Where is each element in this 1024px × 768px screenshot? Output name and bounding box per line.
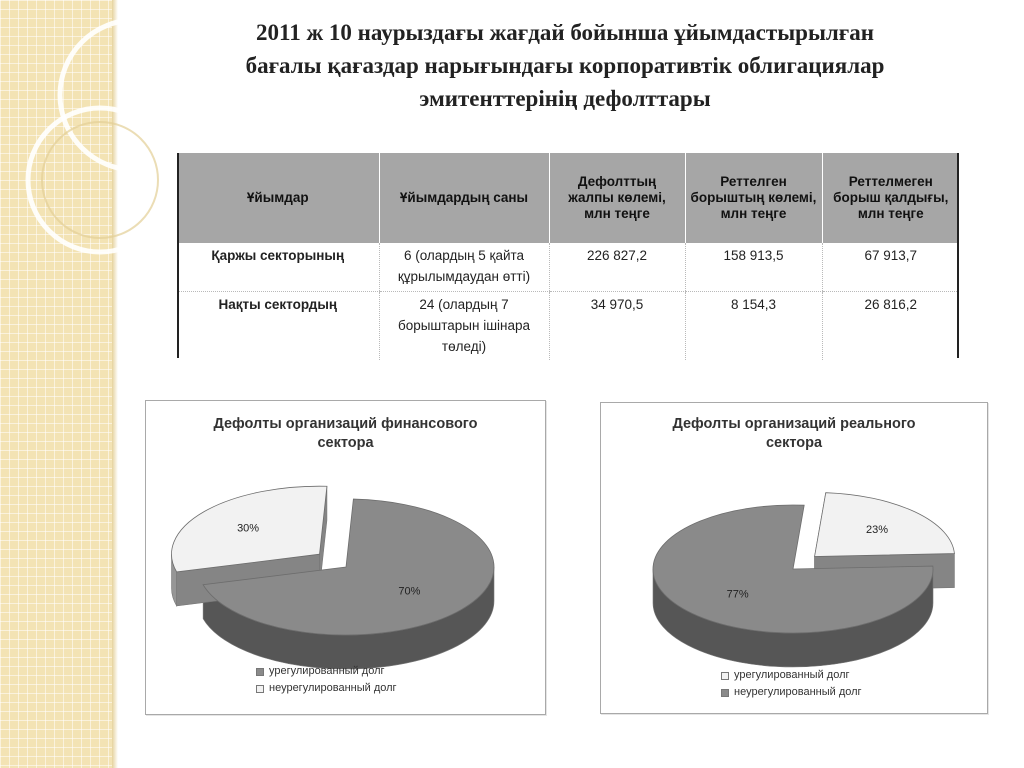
pie-data-label: 70% [398, 585, 421, 598]
chart-legend [721, 667, 862, 701]
legend-item [721, 684, 862, 701]
legend-label: неурегулированный долг [269, 682, 397, 694]
table-cell: 158 913,5 [685, 243, 822, 292]
table-row [177, 292, 959, 361]
legend-label: неурегулированный долг [734, 686, 862, 698]
chart-title-line-2: сектора [765, 435, 823, 451]
table-row [177, 243, 959, 292]
legend-item [256, 663, 397, 680]
chart-title [601, 415, 987, 453]
legend-swatch [256, 668, 264, 676]
chart-title [146, 415, 545, 453]
header-count: Ұйымдардың саны [379, 153, 549, 243]
table-cell: 24 (олардың 7 борыштарын ішінара төледі) [379, 292, 549, 361]
pie-plot-area [601, 457, 987, 697]
title-line-1: 2011 ж 10 наурыздағы жағдай бойынша ұйымдастырылған [255, 20, 874, 45]
table-left-border [177, 153, 179, 358]
legend-label: урегулированный долг [269, 665, 385, 677]
table-header-row [177, 153, 959, 243]
table-cell: Нақты сектордың [218, 297, 338, 312]
pie-data-label: 23% [865, 523, 889, 536]
chart-title-line-1: Дефолты организаций реального [672, 416, 916, 432]
header-organizations: Ұйымдар [177, 153, 379, 243]
legend-label: урегулированный долг [734, 669, 850, 681]
pie-data-label: 77% [726, 588, 749, 601]
legend-swatch [721, 689, 729, 697]
header-total-default: Дефолттың жалпы көлемі, млн теңге [549, 153, 685, 243]
chart-title-line-2: сектора [317, 435, 374, 451]
table-cell: 6 (олардың 5 қайта құрылымдаудан өтті) [379, 243, 549, 292]
legend-item [256, 680, 397, 697]
table-cell: 8 154,3 [685, 292, 822, 361]
title-line-3: эмитенттерінің дефолттары [419, 86, 711, 111]
title-line-2: бағалы қағаздар нарығындағы корпоративтік облигациялар [245, 53, 885, 78]
header-unsettled-debt: Реттелмеген борыш қалдығы, млн теңге [822, 153, 959, 243]
table-cell: Қаржы секторының [177, 243, 379, 292]
table-cell: 26 816,2 [822, 292, 959, 361]
chart-title-line-1: Дефолты организаций финансового [213, 416, 478, 432]
chart-legend [256, 663, 397, 697]
defaults-table [177, 153, 959, 358]
pie-chart-financial-sector [145, 400, 546, 715]
header-settled-debt: Реттелген борыштың көлемі, млн теңге [685, 153, 822, 243]
table-cell: 226 827,2 [549, 243, 685, 292]
legend-swatch [721, 672, 729, 680]
pie-chart-real-sector [600, 402, 988, 714]
table-right-border [957, 153, 959, 358]
legend-item [721, 667, 862, 684]
pie-data-label: 30% [237, 522, 260, 535]
legend-swatch [256, 685, 264, 693]
table-cell: 34 970,5 [549, 292, 685, 361]
table-cell: 67 913,7 [822, 243, 959, 292]
slide-title [150, 16, 980, 115]
